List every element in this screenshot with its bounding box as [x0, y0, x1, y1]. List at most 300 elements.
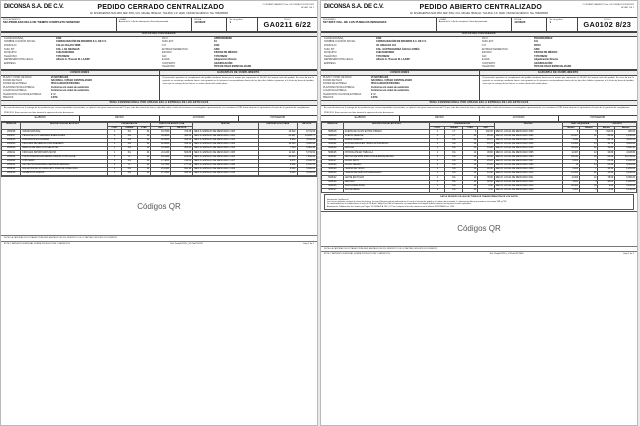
cell-imp: 443.52 — [171, 138, 193, 142]
th-max-imp: Máximo — [615, 126, 637, 130]
field-key: EMPRESA — [4, 61, 16, 65]
th-presentacion: PRESENTACIÓN — [430, 122, 494, 126]
field-key: ESTADO — [162, 51, 172, 55]
cell-destino: MEX.D. LOCAL DE MEXICANO 1512 — [494, 180, 562, 184]
th-pzas: PZAS. — [463, 126, 478, 130]
place-value: A partir de la 1 día de suscripción / firma del proveedor — [438, 21, 488, 24]
warranty-title: GARANTÍA DE CUMPLIMIENTO — [480, 70, 638, 76]
cell-imp: 473.28 — [171, 130, 193, 134]
cell-cant: 7.004 — [258, 147, 297, 151]
conditions-title: CONDICIONES — [321, 70, 479, 76]
cell-renglon: 5006/33 — [322, 180, 344, 184]
cell-cant-min: 8.001 — [562, 188, 580, 192]
footer-ref: Ref. Pedq10/22Px_1/1/Tab/CR/2668 — [489, 253, 524, 256]
cell-desc: MEZCLA DE MIEL CON GELATINA — [21, 147, 108, 151]
cell-unit: 25.0400 — [151, 168, 171, 172]
field-key: TELÉFONO — [162, 65, 175, 69]
cell-pzas: 24 — [137, 168, 150, 172]
cell-imp-min: 78.00 — [598, 176, 615, 180]
invoice-instructions-l3: De conformidad con lo establecido en el artículo 29-A del Código Fiscal de la Federación, el comprobante fiscal digital deberá contener los requisitos fiscales aplicables. — [327, 203, 472, 206]
cell-cont: 1 — [430, 155, 445, 159]
cell-cant-max: 13 — [580, 163, 598, 167]
field-value: Alfredo G. Trascán M. LA.ESP — [56, 58, 90, 62]
field-value: ADJUDICACIÓN — [214, 61, 233, 65]
cell-unit: 27.3600 — [151, 172, 171, 176]
cell-pzas: 12 — [137, 147, 150, 151]
field-value: CONSOLIDACIÓN DE INSUMOS S.A. DE C.V. — [56, 40, 107, 44]
cell-importe: 8,741.03 — [297, 130, 316, 134]
cell-destino: MEX.D. LOCAL DE MEXICANO 1501 — [494, 134, 562, 138]
contract-reference: CONTRATO ABIERTO No. DICONSA/CC/0228/2022 HOJA 1 DE 1 — [582, 4, 634, 9]
cell-unit: 36.9600 — [151, 138, 171, 142]
prices-text: PRECIOS: Estos precios son fijos durante la vigencia de este documento. — [324, 111, 395, 114]
cell-renglon: 2062/08 — [2, 130, 21, 134]
cell-imp-max: 9,360.00 — [615, 176, 637, 180]
field-value: COL. LAS GRANJAS — [56, 47, 80, 51]
field-value: AV. HIDALGO 101 — [376, 43, 396, 47]
items-body — [2, 130, 317, 176]
field-value: Adquisicion Directa — [214, 58, 237, 62]
cell-cant-max: 11 — [580, 134, 598, 138]
order-identity-strip — [1, 18, 317, 32]
cell-pzas: 6 — [463, 130, 478, 134]
cell-cant-min: 12 — [562, 163, 580, 167]
folio-label: FOLIO — [284, 18, 291, 21]
cell-cont: 1 — [430, 151, 445, 155]
footer-of: de — [629, 253, 633, 256]
footer-spacer — [70, 243, 171, 245]
cond-value: 0.00% — [371, 97, 378, 100]
th-cont: CONT. — [108, 126, 121, 130]
cell-destino: MEX.D. LOCAL DE MEXICANO 1504 — [494, 147, 562, 151]
cell-imp-min: 9.60 — [598, 184, 615, 188]
cond-value: 2 / 2 — [51, 93, 56, 96]
th-cont: CONT. — [430, 126, 445, 130]
cell-imp-max: 3,024.00 — [615, 163, 637, 167]
th-destino: DESTINO — [193, 122, 258, 130]
cell-cont: 1 — [430, 180, 445, 184]
cell-destino: MEX.D. ESPACIO DE MEXICANO 1 010 — [193, 172, 258, 176]
document-title: PEDIDO ABIERTO CENTRALIZADO — [419, 4, 543, 11]
cell-destino: MEX.D. LOCAL DE MEXICANO 1510 — [494, 172, 562, 176]
cell-desc: FÉCULA DE MAÍZ PARA ATOLE ENRIQUECIDA — [343, 155, 430, 159]
cell-cant-max: 19 — [580, 184, 598, 188]
field-key: TELÉFONO — [324, 54, 337, 58]
cond-key: TELÉFONOS VOLUM.DE ENTREGA — [3, 93, 42, 96]
cell-unidad: KG — [445, 180, 463, 184]
footer-left-note: BYTE Y IMPUESTO ESPECIAL SOBRE PRODUCCIÓN Y SERVICIOS — [4, 242, 70, 245]
date-label: FECHA — [194, 18, 202, 21]
cell-unidad: KG — [445, 138, 463, 142]
cell-imp-min: 30.00 — [598, 180, 615, 184]
field-value: 7474728222 — [214, 54, 228, 58]
footer-page-label: Hoja — [623, 253, 628, 256]
cell-pzas: 10 — [463, 163, 478, 167]
cell-renglon: 5006/23 — [322, 147, 344, 151]
qr-codes-area — [321, 211, 637, 246]
cell-imp: 383.04 — [171, 147, 193, 151]
cell-destino: MEX.D. ESPACIO DE MEXICANO 1 009 — [193, 168, 258, 172]
cell-cont: 1 — [108, 130, 121, 134]
cell-imp-min: 20.70 — [598, 138, 615, 142]
field-key: MUNICIPIO — [4, 51, 17, 55]
qr-codes-area — [1, 176, 317, 235]
document-title: PEDIDO CERRADO CENTRALIZADO — [97, 4, 225, 11]
cell-importe: 7,294.46 — [297, 155, 316, 159]
cell-imp-min: 6.30 — [598, 188, 615, 192]
cell-renglon: 2062/11 — [2, 151, 21, 155]
sig-elaboro: ELABORÓ — [1, 116, 80, 121]
cell-pzas: 24 — [463, 142, 478, 146]
cell-cant-max: 12 — [580, 151, 598, 155]
footer-ref: Ref. Pedq10/22Px_1/1/Tab/CR/226 — [170, 242, 203, 245]
cell-cont: 1 — [108, 159, 121, 163]
cell-importe: 5,630.02 — [297, 168, 316, 172]
cell-desc: HARINA DE TRIGO — [343, 168, 430, 172]
th-presentacion: PRESENTACIÓN — [108, 122, 151, 126]
cell-pzas: 20 — [463, 188, 478, 192]
field-value: GRO — [534, 47, 540, 51]
items-table — [321, 122, 637, 193]
field-value: GRO — [214, 47, 220, 51]
cell-pzas: 10 — [463, 159, 478, 163]
cell-unidad: KG — [445, 147, 463, 151]
cell-cant-max: 9 — [580, 188, 598, 192]
cell-renglon: 5006/25 — [322, 151, 344, 155]
cell-unidad: KG — [121, 172, 137, 176]
cond-value: 2 / 2 — [371, 93, 376, 96]
cell-desc: HARINA DE MAÍZ NIXTAMALIZADO — [343, 172, 430, 176]
sig-autorizo: AUTORIZÓ — [480, 116, 559, 121]
th-cantidad: CANTIDAD SOLICITADA — [258, 122, 297, 130]
cell-cont: 1 — [430, 172, 445, 176]
field-key: NUM. EXT. — [482, 40, 494, 44]
cell-cont: 1 — [108, 172, 121, 176]
cell-importe: 2,615.55 — [297, 163, 316, 167]
quantity-note: NOTA: LA CANTIDAD SOLICITADA PODRÁ SER HASTA EN UN 20% RESPECTO DE LO PACTADO EN ESTE DOCUMENTO. — [321, 246, 637, 251]
th-importe: IMPORTE — [598, 122, 637, 126]
pedido-abierto-sheet — [320, 0, 638, 426]
footer-left-note: BYTE Y IMPUESTO ESPECIAL SOBRE PRODUCCIÓN Y SERVICIOS — [324, 253, 390, 256]
cell-imp: 419.52 — [171, 159, 193, 163]
sig-proveedor: PROVEEDOR — [270, 117, 286, 120]
field-value: TIPO DE PAGO:ESPECIALIZADO — [534, 65, 572, 69]
cell-imp: 549.12 — [171, 142, 193, 146]
cell-imp-max: 3,168.00 — [615, 172, 637, 176]
cell-importe: 6,960.66 — [297, 142, 316, 146]
cell-destino: MEX.D. ESPACIO DE MEXICANO 1 005 — [193, 151, 258, 155]
company-name: DICONSA S.A. DE C.V. — [4, 4, 64, 10]
cell-cant: 6.020 — [258, 172, 297, 176]
cell-unidad: KG — [445, 142, 463, 146]
cell-destino: MEX.D. LOCAL DE MEXICANO 1507 — [494, 159, 562, 163]
cell-imp-min: 25.20 — [598, 159, 615, 163]
prices-text: PRECIOS: Estos precios son fijos durante la vigencia de este documento. — [4, 111, 75, 114]
cell-pzas: 24 — [137, 159, 150, 163]
field-key: ENTIDAD FEDERATIVA — [482, 47, 508, 51]
cell-desc: PESCA DE LOS SABORES ESENCIALES — [21, 134, 108, 138]
cell-importe: 4,512.68 — [297, 138, 316, 142]
field-key: FAX — [482, 54, 487, 58]
cell-destino: MEX.D. ESPACIO DE MEXICANO 1 002 — [193, 138, 258, 142]
cell-cant: 12.510 — [258, 142, 297, 146]
cell-desc: LENTEJA — [343, 180, 430, 184]
th-imp: IMPORTE — [171, 126, 193, 130]
cell-unit: 22.8800 — [151, 142, 171, 146]
cell-desc: ACEITE VEGETAL — [343, 134, 430, 138]
cell-unidad: LT — [121, 155, 137, 159]
footer-spacer-2 — [203, 243, 304, 245]
cell-pzas: 20 — [463, 184, 478, 188]
place-value: A partir de la 1 día de subscripción / firma del proveedor — [118, 21, 169, 24]
cell-pzas: 24 — [463, 155, 478, 159]
sheet-header — [1, 1, 317, 12]
field-value: 7474728222 — [534, 54, 548, 58]
cell-unidad: LT — [121, 163, 137, 167]
th-descripcion: DESCRIPCIÓN DEL ARTÍCULO — [21, 122, 108, 130]
cell-cont: 1 — [430, 188, 445, 192]
field-value: 101 — [534, 40, 538, 44]
footer-page: 1 — [628, 253, 630, 256]
footer-bar — [321, 251, 637, 256]
cell-unit: 102.00 — [478, 130, 495, 134]
cell-renglon: 5006/36 — [322, 184, 344, 188]
th-cantidad: CANT. REQUERIDA — [562, 122, 598, 126]
cell-cant-min: 8.001 — [562, 159, 580, 163]
cond-key: PRECIOS — [3, 97, 14, 100]
cell-unit: 6.30 — [478, 188, 495, 192]
invoice-instructions-box — [324, 194, 634, 210]
field-key: ESTADO — [482, 51, 492, 55]
cell-unit: 18.6400 — [151, 155, 171, 159]
cell-imp-max: 2,318.40 — [615, 159, 637, 163]
table-row — [322, 188, 637, 192]
th-importe: IMPORTE — [297, 122, 316, 130]
cell-unit: 22.00 — [478, 155, 495, 159]
cell-cant-min: 21.004 — [562, 172, 580, 176]
cell-unit: 21.1200 — [151, 151, 171, 155]
cell-renglon: 5006/37 — [322, 188, 344, 192]
field-value: CONSOLIDACIÓN DE INSUMOS S.A. DE C.V. — [376, 40, 427, 44]
order-number-label: No. de pedido — [549, 18, 563, 21]
cell-pzas: 10 — [463, 180, 478, 184]
cell-imp-min: 19.80 — [598, 147, 615, 151]
cond-value: 0.00% — [51, 97, 58, 100]
cell-pzas: 12 — [137, 172, 150, 176]
cell-cant-max: 30 — [580, 155, 598, 159]
cell-cont: 1 — [108, 134, 121, 138]
cell-pzas: 12 — [137, 155, 150, 159]
cell-pzas: 12 — [137, 163, 150, 167]
footer-pages: 1 — [312, 242, 315, 245]
cell-destino: MEX.D. ESPACIO DE MEXICANO 1 007 — [193, 159, 258, 163]
supplier-section-title: DATOS DEL PROVEEDOR — [321, 32, 637, 38]
cell-unit: 36.80 — [478, 151, 495, 155]
cell-imp-max: 6,000.40 — [615, 147, 637, 151]
cell-importe: 2,942.51 — [297, 159, 316, 163]
th-unidad: UNIDAD — [121, 126, 137, 130]
cell-cant-min: 8 — [562, 130, 580, 134]
cell-unidad: KG — [121, 130, 137, 134]
cell-unidad: KG — [121, 168, 137, 172]
cell-desc: FRIJOL NEGRO — [343, 163, 430, 167]
field-value: 34 — [214, 40, 217, 44]
cell-desc: ACEITE DE OLIVO EXTRA VIRGEN — [343, 130, 430, 134]
cond-key: LUGAR DE ENTREGA — [3, 90, 27, 93]
field-key: CLAVE DICONSA — [4, 36, 24, 40]
cell-desc: PASTA PARA SOPA — [343, 184, 430, 188]
cell-pzas: 24 — [137, 142, 150, 146]
cell-imp: 506.88 — [171, 151, 193, 155]
cell-cant: 13.622 — [258, 130, 297, 134]
cell-unit: 20.70 — [478, 138, 495, 142]
cell-desc: FRIJOLES DE MEZCLA CON ADEREZO — [21, 142, 108, 146]
cell-destino: MEX.D. ESPACIO DE MEXICANO 1 001 — [193, 134, 258, 138]
cell-pzas: 12 — [137, 138, 150, 142]
cell-imp-max: 10,736.00 — [615, 155, 637, 159]
field-key: C.P. — [162, 43, 167, 47]
warranty-text: El proveedor garantiza el cumplimiento del pedido mediante fianza por el monto que representa el 10.00% del importe total del pedido. En caso de que la garantía se constituya mediante fianza, ésta quedará en la instancia correspondiente dentro de los diez días hábiles siguientes a la fecha de firma del pedido, salvo que la entrega de los bienes se realice dentro del citado plazo. — [482, 77, 634, 85]
cell-cant-min: 11.003 — [562, 176, 580, 180]
th-renglon: RENGLÓN — [2, 122, 21, 130]
field-key: DOMICILIO — [324, 43, 337, 47]
cell-cant-max: 9 — [580, 159, 598, 163]
cell-imp-max: 1,200.00 — [615, 180, 637, 184]
cell-imp: 177.12 — [171, 163, 193, 167]
cell-renglon: 5006/28 — [322, 163, 344, 167]
cell-renglon: 2062/07 — [2, 134, 21, 138]
th-min-imp: Mínimo — [598, 126, 615, 130]
cell-renglon: 5006/29 — [322, 168, 344, 172]
th-descripcion: DESCRIPCIÓN DEL ARTÍCULO — [343, 122, 430, 130]
footer-spacer — [390, 253, 490, 255]
penalty-title: PENA CONVENCIONAL POR ATRASO EN LA ENTREGA DE LOS ARTÍCULOS — [1, 100, 317, 106]
cell-unidad: KG — [445, 176, 463, 180]
qr-label: Códigos QR — [457, 224, 501, 234]
field-value: ADJUDICACIÓN — [534, 61, 553, 65]
cell-renglon: 5006/30 — [322, 172, 344, 176]
field-key: NOMBRE O RAZÓN SOCIAL — [324, 40, 356, 44]
field-key: CONTRATO — [162, 61, 176, 65]
company-address: AV. INSURGENTES SUR 3483, 3ER. PISO, COL. MIGUEL HIDALGO, TLALPAN, C.P. 14020, CIUDAD DE MÉXICO, TEL. 5552289000 — [1, 12, 317, 18]
field-value: 7474728222 — [56, 54, 70, 58]
cell-cant-min: 6.001 — [562, 168, 580, 172]
field-key: NUM. INT. — [4, 47, 16, 51]
cell-renglon: 5006/32 — [322, 176, 344, 180]
invoice-instructions-l4: Atentamente: Subdirección de Cuentas por Pagar, DICONSA S.A. DE C.V. Para cualquier aclaración comunicarse al teléfono 5552289000 ext. 1234. — [327, 205, 455, 208]
cell-pzas: 10 — [463, 172, 478, 176]
supplier-fields — [321, 37, 637, 69]
cell-imp: 490.56 — [171, 134, 193, 138]
conditions-title: CONDICIONES — [1, 70, 159, 76]
cell-unit: 78.00 — [478, 176, 495, 180]
cell-unit: 25.20 — [478, 159, 495, 163]
th-destino: DESTINO — [494, 122, 562, 130]
field-key: R.F.C. — [482, 36, 489, 40]
cell-destino: MEX.D. ESPACIO DE MEXICANO 1 000 — [193, 130, 258, 134]
cell-cant: 21.987 — [258, 134, 297, 138]
signature-row — [321, 115, 637, 122]
quantity-note: NOTA: LA CANTIDAD SOLICITADA PODRÁ SER HASTA EN UN 20% RESPECTO DE LO PACTADO EN ESTE DOCUMENTO. — [1, 235, 317, 240]
cond-value: NACIONAL, C/PAGO CENTRALIZADO — [371, 79, 413, 82]
penalty-text: En caso de atraso en la entrega de los productos por causas imputables al proveedor, se aplicará una pena convencional del 1% por cada día natural de atraso, aplicable sobre el valor de los bienes no entregados oportunamente, sin considerar el IVA, hasta alcanzar el equivalente al monto de la garantía de cumplimiento. — [324, 106, 630, 109]
cell-destino: MEX.D. ESPACIO DE MEXICANO 1 003 — [193, 142, 258, 146]
cell-unidad: KG — [121, 159, 137, 163]
field-value: CHILPANCINGO — [56, 51, 75, 55]
cell-destino: MEX.D. LOCAL DE MEXICANO 1505 — [494, 151, 562, 155]
cell-cont: 1 — [430, 163, 445, 167]
pedido-cerrado-sheet — [0, 0, 318, 426]
th-renglon: RENGLÓN — [322, 122, 344, 130]
cell-unit: 9.60 — [478, 184, 495, 188]
cell-cont: 1 — [108, 151, 121, 155]
supplier-section-title: DATOS DEL PROVEEDOR — [1, 32, 317, 38]
cell-cant-min: 3.996 — [562, 138, 580, 142]
cell-cont: 1 — [430, 176, 445, 180]
cell-cant-max: 22 — [580, 172, 598, 176]
cell-unit: 31.9200 — [151, 147, 171, 151]
footer-spacer-2 — [523, 253, 623, 255]
footer-bar — [1, 241, 317, 246]
table-row — [2, 172, 317, 176]
field-value: COL. GUSTAVO/AREA ÁGUILA COMÍA — [376, 47, 420, 51]
field-value: CHILPANCINGO — [376, 51, 395, 55]
cell-destino: MEX.D. LOCAL DE MEXICANO 1502 — [494, 138, 562, 142]
field-key: E-MAIL — [162, 58, 170, 62]
cell-pzas: 24 — [137, 151, 150, 155]
field-key: REPRESENTANTE LEGAL — [324, 58, 354, 62]
cell-importe: 5,733.52 — [297, 151, 316, 155]
cell-desc: AVENA NATURAL — [21, 130, 108, 134]
cell-imp: 223.68 — [171, 155, 193, 159]
cell-imp-min: 25.20 — [598, 163, 615, 167]
cell-cont: 1 — [430, 134, 445, 138]
place-label: LUGAR — [438, 18, 446, 21]
conditions-band — [1, 69, 317, 100]
field-key: ENTIDAD FEDERATIVA — [162, 47, 188, 51]
cell-imp-max: 3,456.00 — [615, 184, 637, 188]
cell-desc: ALIMENTOS VARIOS — [21, 172, 108, 176]
cell-pzas: 10 — [463, 147, 478, 151]
cell-pzas: 12 — [463, 134, 478, 138]
cell-desc: ATÚN EN AGUA EN TROZO ATÚN/FRIJOL — [343, 142, 430, 146]
cell-cant: 20.003 — [258, 155, 297, 159]
cell-unit: 19.7200 — [151, 130, 171, 134]
cell-desc: CHOCOLATE EN TABLILLA — [343, 151, 430, 155]
cond-value: Conforme a la orden de suministro — [51, 86, 90, 89]
field-value: 1090 — [56, 36, 62, 40]
cell-desc: SAL DE MESA — [343, 188, 430, 192]
field-key: DOMICILIO — [4, 43, 17, 47]
cell-cont: 1 — [108, 138, 121, 142]
cond-key: PLAZO/FECHA DE ENTREGA — [323, 86, 355, 89]
cell-cont: 1 — [108, 168, 121, 172]
cell-cant-min: 14.002 — [562, 142, 580, 146]
field-value: CIUDAD DE MÉXICO — [214, 51, 238, 55]
cell-unidad: KG — [445, 184, 463, 188]
contract-reference: CONTRATO ABIERTO No. DICONSA/CC/0231/2022 HOJA 1 DE 1 — [262, 4, 314, 9]
cell-cont: 1 — [108, 155, 121, 159]
field-value: 09710 — [534, 43, 541, 47]
company-name: DICONSA S.A. DE C.V. — [324, 4, 384, 10]
cell-cant-max: 15 — [580, 142, 598, 146]
th-pzas: PZAS. — [137, 126, 150, 130]
penalty-text: En caso de atraso en la entrega de los productos por causas imputables al proveedor, se aplicará una pena convencional del 1% por cada día natural de atraso, aplicable sobre el valor de los bienes no entregados oportunamente, sin considerar el IVA, hasta alcanzar el equivalente al monto de la garantía de cumplimiento. — [4, 106, 310, 109]
sig-elaboro: ELABORÓ — [321, 116, 400, 121]
cell-cont: 1 — [430, 184, 445, 188]
field-value: Adjudicación Directa — [534, 58, 558, 62]
field-key: EMPRESA — [324, 61, 336, 65]
